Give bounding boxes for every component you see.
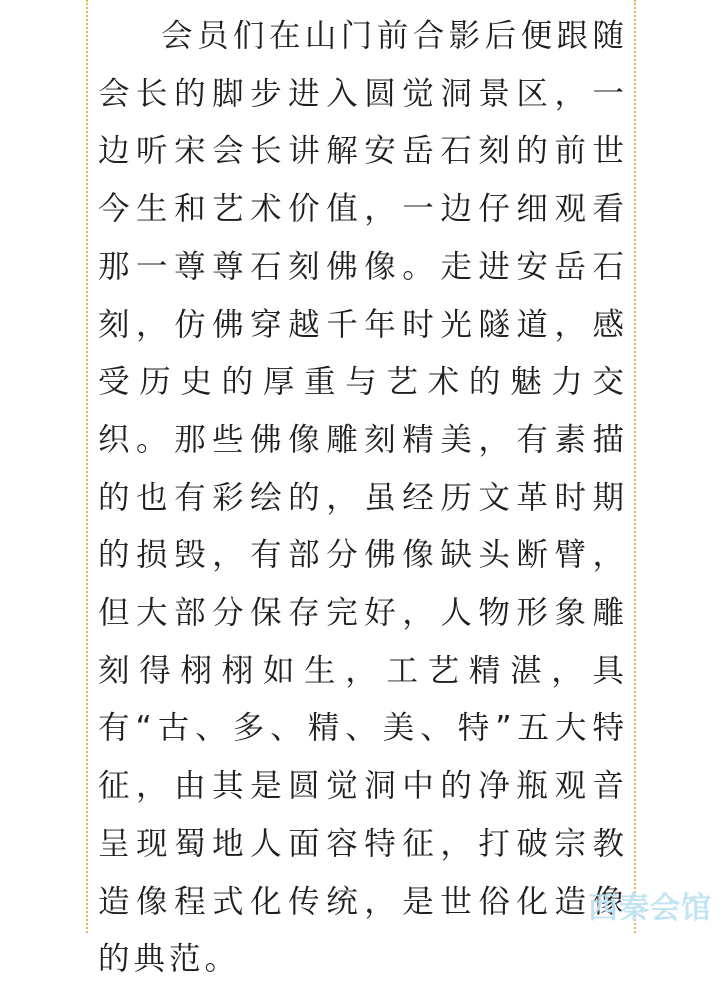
article-paragraph: 会员们在山门前合影后便跟随会长的脚步进入圆觉洞景区，一边听宋会长讲解安岳石刻的前世今生和艺术价值，一边仔细观看那一尊尊石刻佛像。走进安岳石刻，仿佛穿越千年时光隧道，感受历史的厚重与艺术的魅力交织。那些佛像雕刻精美，有素描的也有彩绘的，虽经历文革时期的损毁，有部分佛像缺头断臂，但大部分保存完好，人物形象雕刻得栩栩如生，工艺精湛，具有“古、多、精、美、特”五大特征，由其是圆觉洞中的净瓶观音呈现蜀地人面容特征，打破宗教造像程式化传统，是世俗化造像的典范。 (98, 18, 628, 978)
left-dotted-border (86, 0, 88, 933)
watermark-logo: 西秦会馆 (588, 891, 712, 926)
right-dotted-border (634, 0, 636, 933)
